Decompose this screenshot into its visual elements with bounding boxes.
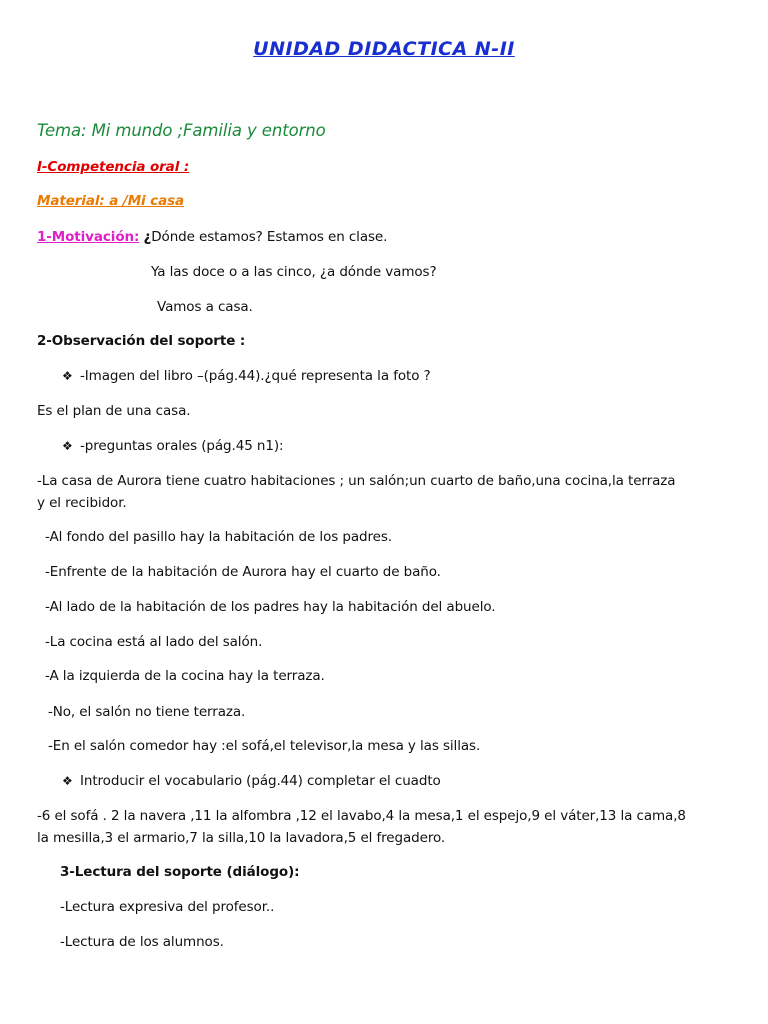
diamond-bullet-icon: ❖ [62, 439, 73, 453]
tema-heading: Tema: Mi mundo ;Familia y entorno [37, 121, 326, 140]
lectura-heading: 3-Lectura del soporte (diálogo): [60, 864, 300, 880]
observacion-heading: 2-Observación del soporte : [37, 333, 246, 349]
motivacion-line-3: Vamos a casa. [157, 299, 253, 315]
vocab-line-1: -6 el sofá . 2 la navera ,11 la alfombra ,12 el lavabo,4 la mesa,1 el espejo,9 el váter,13 la cama,8 [37, 808, 686, 824]
paragraph-enfrente: -Enfrente de la habitación de Aurora hay el cuarto de baño. [45, 564, 441, 580]
paragraph-casa-line2: y el recibidor. [37, 495, 127, 511]
bullet-vocabulario-text: Introducir el vocabulario (pág.44) completar el cuadto [80, 773, 441, 789]
motivacion-label: 1-Motivación: [37, 229, 140, 245]
document-title: UNIDAD DIDACTICA N-II [253, 38, 515, 60]
bullet-imagen-text: -Imagen del libro –(pág.44).¿qué representa la foto ? [80, 368, 431, 384]
paragraph-fondo: -Al fondo del pasillo hay la habitación de los padres. [45, 529, 392, 545]
motivacion-text: Dónde estamos? Estamos en clase. [151, 229, 388, 245]
paragraph-comedor: -En el salón comedor hay :el sofá,el televisor,la mesa y las sillas. [48, 738, 481, 754]
bullet-preguntas [62, 437, 283, 455]
answer-plan: Es el plan de una casa. [37, 403, 191, 419]
motivacion-line-2: Ya las doce o a las cinco, ¿a dónde vamos? [151, 264, 437, 280]
bullet-vocabulario [62, 772, 441, 790]
competencia-heading: I-Competencia oral : [37, 159, 190, 175]
vocab-line-2: la mesilla,3 el armario,7 la silla,10 la lavadora,5 el fregadero. [37, 830, 446, 846]
lectura-item-1: -Lectura expresiva del profesor.. [60, 899, 275, 915]
paragraph-al-lado: -Al lado de la habitación de los padres hay la habitación del abuelo. [45, 599, 496, 615]
bullet-preguntas-text: -preguntas orales (pág.45 n1): [80, 438, 284, 454]
question-mark: ¿ [143, 229, 152, 245]
diamond-bullet-icon: ❖ [62, 369, 73, 383]
lectura-item-2: -Lectura de los alumnos. [60, 934, 224, 950]
bullet-imagen [62, 367, 431, 385]
motivacion-line [37, 228, 387, 246]
paragraph-izquierda: -A la izquierda de la cocina hay la terraza. [45, 668, 325, 684]
diamond-bullet-icon: ❖ [62, 774, 73, 788]
paragraph-no-terraza: -No, el salón no tiene terraza. [48, 704, 246, 720]
material-heading: Material: a /Mi casa [37, 193, 185, 209]
paragraph-casa-line1: -La casa de Aurora tiene cuatro habitaciones ; un salón;un cuarto de baño,una cocina,la terraza [37, 473, 676, 489]
paragraph-cocina: -La cocina está al lado del salón. [45, 634, 263, 650]
